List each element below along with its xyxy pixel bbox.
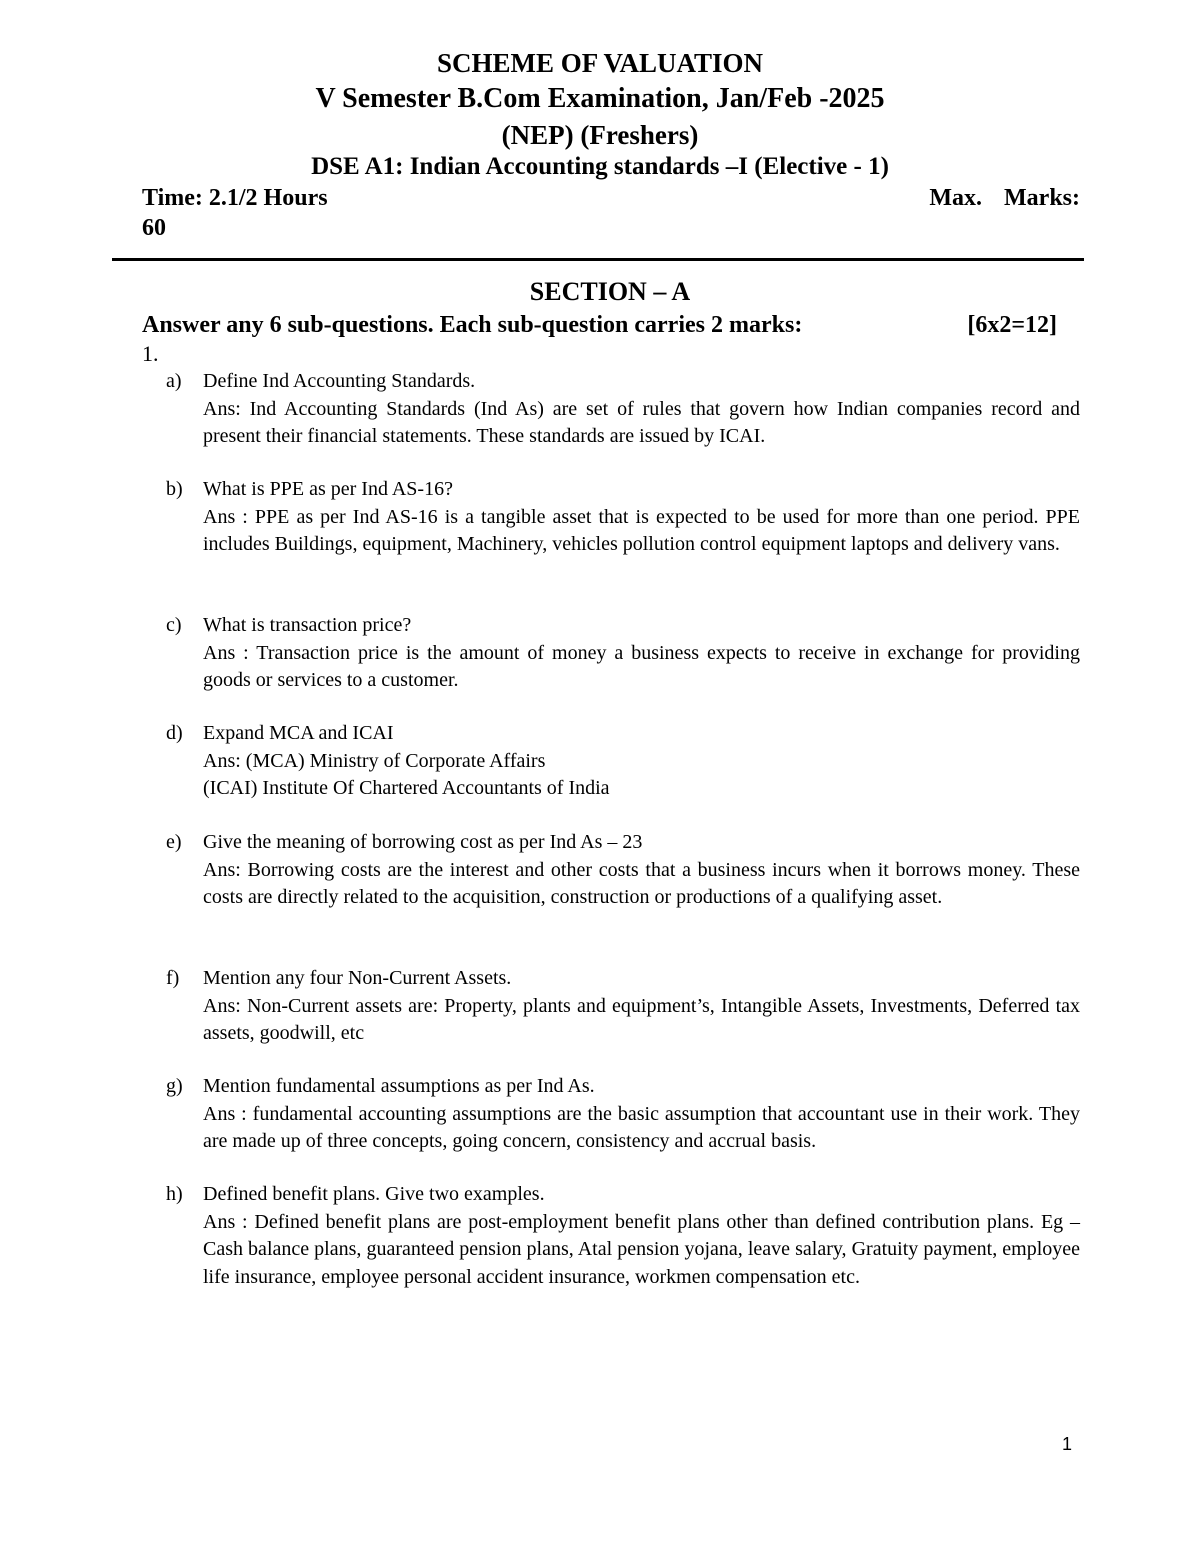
sub-question-letter: g) [166, 1075, 183, 1097]
sub-question-c [166, 612, 1080, 695]
sub-question-answer: Ans: Non-Current assets are: Property, plants and equipment’s, Intangible Assets, Investments, Deferred tax assets, goodwill, etc [203, 994, 1080, 1044]
sub-question-answer: Ans : fundamental accounting assumptions are the basic assumption that accountant use in their work. They are made up of three concepts, going concern, consistency and accrual basis. [203, 1102, 1080, 1152]
sub-question-text: Defined benefit plans. Give two examples. [203, 1183, 545, 1205]
sub-question-answer: Ans: Ind Accounting Standards (Ind As) are set of rules that govern how Indian companies record and present their financial statements. These standards are issued by ICAI. [203, 397, 1080, 447]
marks-label: Marks: [1004, 185, 1080, 211]
question-number: 1. [142, 341, 159, 366]
sub-question-letter: h) [166, 1183, 183, 1205]
sub-question-answer: Ans : Defined benefit plans are post-employment benefit plans other than defined contribution plans. Eg – Cash balance plans, guaranteed pension plans, Atal pension yojana, leave salary, Gratuity payment, employee life insurance, employee personal accident insurance, workmen compensation etc. [203, 1210, 1080, 1288]
sub-question-h [166, 1181, 1080, 1291]
sub-question-text: Expand MCA and ICAI [203, 722, 394, 744]
section-marks: [6x2=12] [967, 312, 1057, 338]
sub-question-text: Mention any four Non-Current Assets. [203, 967, 512, 989]
sub-question-text: Give the meaning of borrowing cost as per Ind As – 23 [203, 831, 643, 853]
scheme-label: (NEP) (Freshers) [501, 120, 699, 150]
sub-question-text: Define Ind Accounting Standards. [203, 370, 476, 392]
sub-question-answer: Ans : Transaction price is the amount of money a business expects to receive in exchange for providing goods or services to a customer. [203, 641, 1080, 691]
time-row [142, 183, 1080, 213]
sub-question-text: What is transaction price? [203, 614, 412, 636]
document-title: SCHEME OF VALUATION [436, 48, 764, 78]
sub-question-letter: c) [166, 614, 182, 636]
sub-question-text: Mention fundamental assumptions as per Ind As. [203, 1075, 595, 1097]
exam-title: V Semester B.Com Examination, Jan/Feb -2025 [315, 83, 885, 114]
section-instruction [142, 310, 1057, 340]
sub-question-letter: e) [166, 831, 182, 853]
sub-question-answer-line: Ans: (MCA) Ministry of Corporate Affairs [203, 749, 546, 772]
sub-question-answer: Ans: Borrowing costs are the interest and other costs that a business incurs when it borrows money. These costs are directly related to the acquisition, construction or productions of a qualifying asset. [203, 858, 1080, 908]
time-label: Time: 2.1/2 Hours [142, 185, 328, 211]
sub-question-d [166, 720, 1080, 803]
section-title: SECTION – A [529, 277, 691, 306]
sub-question-letter: f) [166, 967, 180, 989]
sub-question-text: What is PPE as per Ind AS-16? [203, 478, 453, 500]
sub-question-letter: b) [166, 478, 183, 500]
header-divider [112, 258, 1084, 261]
sub-question-answer: Ans : PPE as per Ind AS-16 is a tangible asset that is expected to be used for more than one period. PPE includes Buildings, equipment, Machinery, vehicles pollution control equipment laptops and delivery vans. [203, 505, 1080, 555]
sub-question-a [166, 368, 1080, 451]
sub-question-e [166, 829, 1080, 912]
sub-question-f [166, 965, 1080, 1048]
instruction-text: Answer any 6 sub-questions. Each sub-question carries 2 marks: [142, 312, 803, 338]
max-marks-value: 60 [142, 215, 166, 241]
sub-question-b [166, 476, 1080, 559]
sub-question-answer-line: (ICAI) Institute Of Chartered Accountants of India [203, 777, 610, 799]
paper-title: DSE A1: Indian Accounting standards –I (Elective - 1) [311, 153, 889, 180]
max-marks-label [929, 183, 1080, 213]
page-number: 1 [1062, 1434, 1073, 1454]
sub-question-letter: a) [166, 370, 182, 392]
max-label: Max. [929, 185, 983, 211]
sub-question-g [166, 1073, 1080, 1156]
sub-question-letter: d) [166, 722, 183, 744]
